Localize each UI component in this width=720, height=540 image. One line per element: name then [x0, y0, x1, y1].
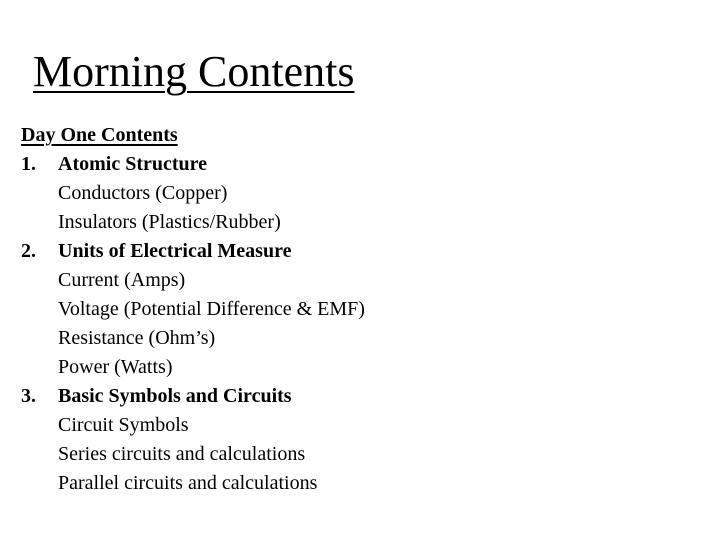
section-units-of-measure: [21, 237, 701, 382]
list-item: Parallel circuits and calculations: [58, 472, 318, 494]
list-item: Resistance (Ohm’s): [58, 327, 216, 349]
section-label: Basic Symbols and Circuits: [58, 385, 292, 407]
list-item: Conductors (Copper): [58, 182, 228, 204]
section-symbols-and-circuits: [21, 382, 701, 498]
list-item: Current (Amps): [58, 269, 186, 291]
section-title: [21, 382, 701, 411]
day-one-heading: Day One Contents: [21, 124, 178, 146]
list-item: Circuit Symbols: [58, 414, 189, 436]
section-atomic-structure: [21, 150, 701, 237]
section-label: Units of Electrical Measure: [58, 240, 292, 262]
section-title: [21, 150, 701, 179]
list-item: Power (Watts): [58, 356, 173, 378]
slide-title: Morning Contents: [33, 47, 355, 96]
section-label: Atomic Structure: [58, 153, 208, 175]
section-number: 1.: [21, 153, 36, 175]
list-item: Voltage (Potential Difference & EMF): [58, 298, 365, 320]
section-title: [21, 237, 701, 266]
list-item: Series circuits and calculations: [58, 443, 306, 465]
list-item: Insulators (Plastics/Rubber): [58, 211, 281, 233]
section-number: 3.: [21, 385, 36, 407]
contents-list: [21, 121, 701, 498]
section-number: 2.: [21, 240, 36, 262]
